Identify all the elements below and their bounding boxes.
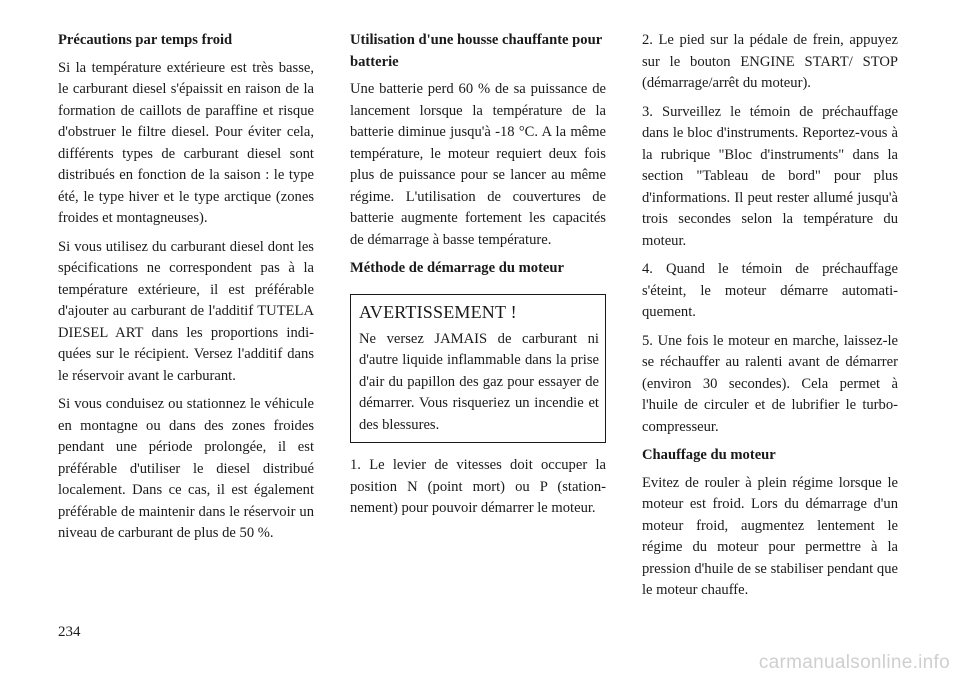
text-column-1 xyxy=(58,30,314,552)
text-column-3 xyxy=(642,30,898,609)
step-5: 5. Une fois le moteur en marche, laissez-le se réchauffer au ralenti avant de démarrer (environ 30 secondes). Cela permet à l'huile de circuler et de lubrifier le turbo-compresseur. xyxy=(642,332,898,435)
paragraph: Si vous conduisez ou stationnez le véhicule en montagne ou dans des zones froides pendant une période prolongée, il est préférable d'utiliser le diesel distribué localement. Dans ce cas, il est également préférable de maintenir dans le réservoir un niveau de carburant de plus de 50 %. xyxy=(58,396,314,541)
page-number: 234 xyxy=(58,624,81,640)
paragraph: Evitez de rouler à plein régime lorsque le moteur est froid. Lors du démarrage d'un moteur froid, augmentez lentement le régime du moteur pour permettre à la pression d'huile de se stabiliser pendant que le moteur chauffe. xyxy=(642,474,898,598)
step-2: 2. Le pied sur la pédale de frein, appuyez sur le bouton ENGINE START/ STOP (démarrage/arrêt du moteur). xyxy=(642,32,898,91)
warning-text: Ne versez JAMAIS de carburant ni d'autre liquide inflammable dans la prise d'air du papillon des gaz pour essayer de démarrer. Vous risqueriez un incendie et des blessures. xyxy=(359,330,599,433)
warning-title: AVERTISSEMENT ! xyxy=(359,301,517,322)
section-heading-battery-cover: Utilisation d'une housse chauffante pour batterie xyxy=(350,32,602,70)
step-4: 4. Quand le témoin de préchauffage s'éteint, le moteur démarre automatiquement. xyxy=(642,261,898,320)
section-heading-start-method: Méthode de démarrage du moteur xyxy=(350,260,564,276)
text-column-2 xyxy=(350,30,606,527)
section-heading-engine-warmup: Chauffage du moteur xyxy=(642,447,776,463)
section-heading-cold-weather: Précautions par temps froid xyxy=(58,32,233,48)
warning-box xyxy=(350,294,606,444)
paragraph: Si la température extérieure est très basse, le carburant diesel s'épaissit en raison de la formation de caillots de paraffine et risque d'obstruer le filtre diesel. Pour éviter cela, différents types de carburant diesel sont distribués en fonction de la saison : le type été, le type hiver et le type arctique (zones froides et montagneuses). xyxy=(58,59,314,226)
watermark: carmanualsonline.info xyxy=(758,652,950,673)
paragraph: Une batterie perd 60 % de sa puissance de lancement lorsque la température de la batterie diminue jusqu'à -18 °C. A la même température, le moteur requiert deux fois plus de puissance pour se lancer au même régime. L'utilisation de couvertures de batterie augmente fortement les capacités de démarrage à basse température. xyxy=(350,81,606,248)
step-3: 3. Surveillez le témoin de préchauffage dans le bloc d'instruments. Reportez-vous à la rubrique "Bloc d'instruments" dans la section "Tableau de bord" pour plus d'informations. Il peut rester allumé jusqu'à trois secondes selon la température du moteur. xyxy=(642,103,898,249)
step-1: 1. Le levier de vitesses doit occuper la position N (point mort) ou P (stationnement) pour pouvoir démarrer le moteur. xyxy=(350,457,606,516)
paragraph: Si vous utilisez du carburant diesel dont les spécifications ne correspondent pas à la température extérieure, il est préférable d'ajouter au carburant de l'additif TUTELA DIESEL ART dans les proportions indiquées sur le récipient. Versez l'additif dans le réservoir avant le carburant. xyxy=(58,238,314,384)
